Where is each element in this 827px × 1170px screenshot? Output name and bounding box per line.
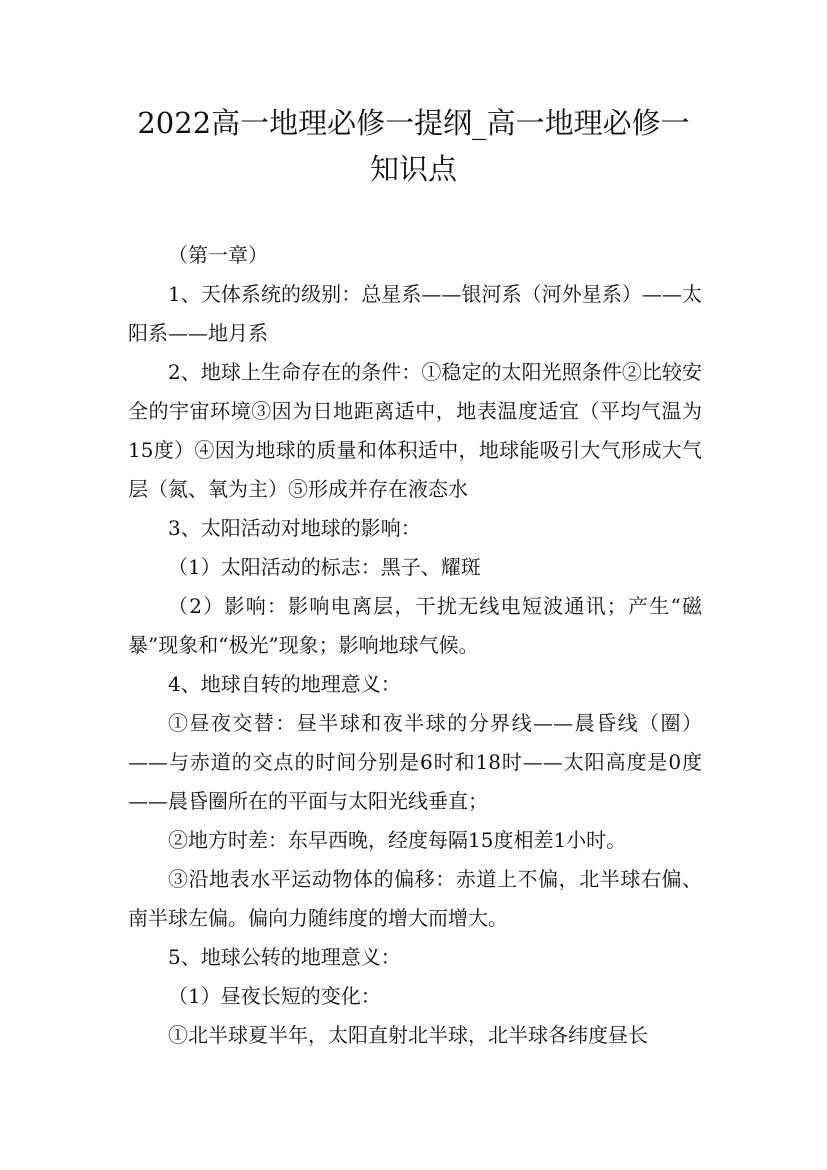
- paragraph: ②地方时差：东早西晚，经度每隔15度相差1小时。: [168, 828, 627, 852]
- paragraph: 4、地球自转的地理意义：: [168, 672, 401, 696]
- paragraph: 3、太阳活动对地球的影响：: [168, 516, 421, 540]
- paragraph: （1）太阳活动的标志：黑子、耀斑: [168, 555, 481, 579]
- paragraph: 1、天体系统的级别：总星系——银河系（河外星系）——太阳系——地月系: [128, 282, 702, 345]
- title-line-1: 2022高一地理必修一提纲_高一地理必修一: [137, 106, 690, 140]
- title-line-2: 知识点: [369, 152, 457, 186]
- paragraph: ①北半球夏半年，太阳直射北半球，北半球各纬度昼长: [168, 1023, 648, 1047]
- paragraph: ①昼夜交替：昼半球和夜半球的分界线——晨昏线（圈）——与赤道的交点的时间分别是6时和18时——太阳高度是0度——晨昏圈所在的平面与太阳光线垂直；: [128, 711, 702, 813]
- paragraph: （第一章）: [168, 243, 268, 267]
- paragraph: （1）昼夜长短的变化：: [168, 984, 381, 1008]
- paragraph: 5、地球公转的地理意义：: [168, 945, 401, 969]
- paragraph: ③沿地表水平运动物体的偏移：赤道上不偏，北半球右偏、南半球左偏。偏向力随纬度的增大而增大。: [128, 867, 702, 930]
- document-title: [110, 100, 717, 192]
- document-body: [128, 236, 702, 1055]
- paragraph: （2）影响：影响电离层，干扰无线电短波通讯；产生“磁暴”现象和“极光”现象；影响地球气候。: [128, 594, 702, 657]
- paragraph: 2、地球上生命存在的条件：①稳定的太阳光照条件②比较安全的宇宙环境③因为日地距离适中，地表温度适宜（平均气温为15度）④因为地球的质量和体积适中，地球能吸引大气形成大气层（氮、氧为主）⑤形成并存在液态水: [128, 360, 702, 501]
